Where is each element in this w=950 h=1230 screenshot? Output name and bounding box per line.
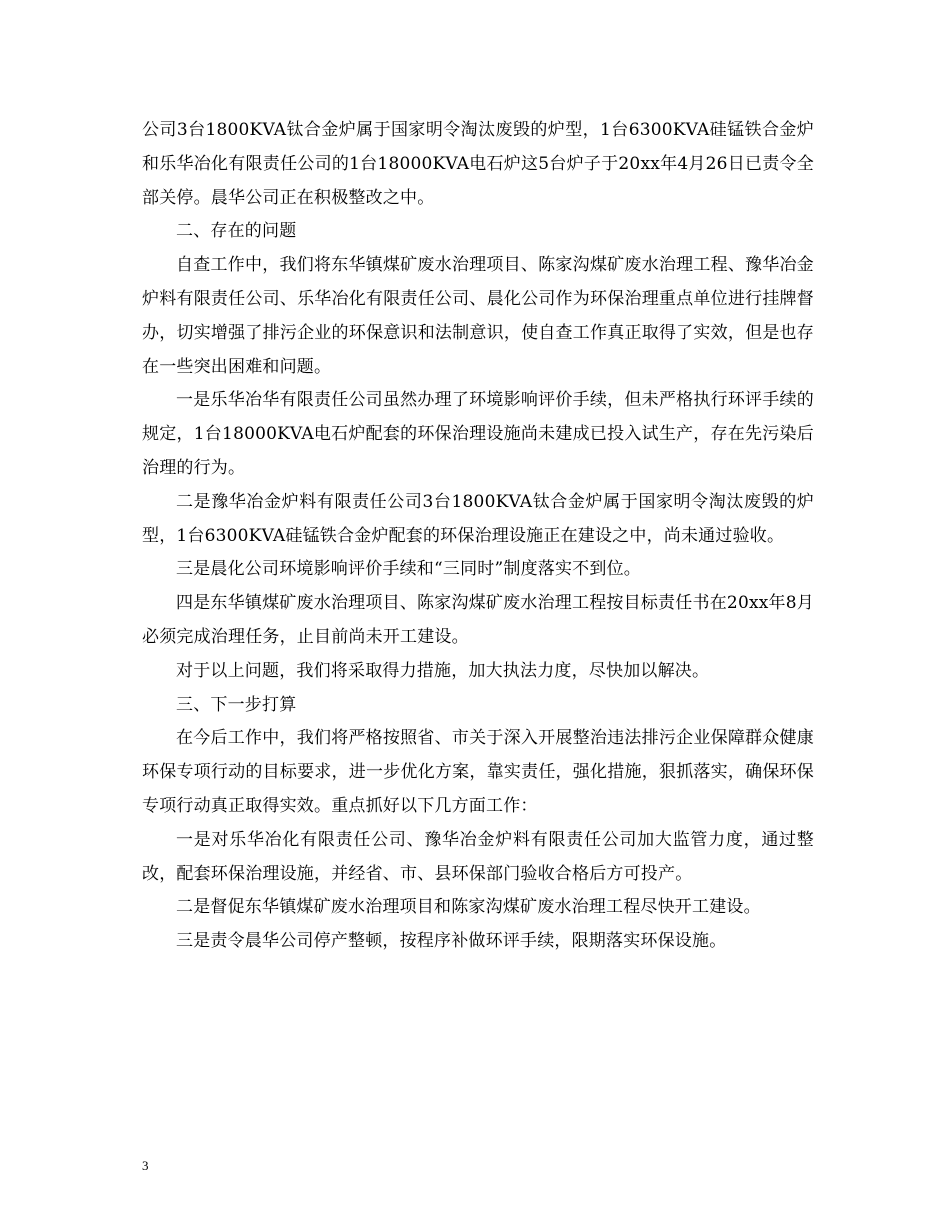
paragraph-problem-one: 一是乐华冶华有限责任公司虽然办理了环境影响评价手续，但未严格执行环评手续的规定，1台18000KVA电石炉配套的环保治理设施尚未建成已投入试生产，存在先污染后治理的行为。 [142, 390, 814, 478]
section-heading-next-steps: 三、下一步打算 [176, 694, 297, 715]
page-number: 3 [142, 1158, 149, 1173]
paragraph-problem-three: 三是晨化公司环境影响评价手续和“三同时”制度落实不到位。 [176, 559, 641, 580]
paragraph-problem-four: 四是东华镇煤矿废水治理项目、陈家沟煤矿废水治理工程按目标责任书在20xx年8月必须完成治理任务，止目前尚未开工建设。 [142, 593, 814, 647]
paragraph-self-inspection: 自查工作中，我们将东华镇煤矿废水治理项目、陈家沟煤矿废水治理工程、豫华冶金炉料有限责任公司、乐华冶化有限责任公司、晨化公司作为环保治理重点单位进行挂牌督办，切实增强了排污企业的环保意识和法制意识，使自查工作真正取得了实效，但是也存在一些突出困难和问题。 [142, 255, 814, 377]
paragraph-measures: 对于以上问题，我们将采取得力措施，加大执法力度，尽快加以解决。 [176, 660, 710, 681]
paragraph-task-one: 一是对乐华冶化有限责任公司、豫华冶金炉料有限责任公司加大监管力度，通过整改，配套环保治理设施，并经省、市、县环保部门验收合格后方可投产。 [142, 829, 814, 884]
paragraph-task-two: 二是督促东华镇煤矿废水治理项目和陈家沟煤矿废水治理工程尽快开工建设。 [176, 897, 761, 918]
paragraph-future-work: 在今后工作中，我们将严格按照省、市关于深入开展整治违法排污企业保障群众健康环保专项行动的目标要求，进一步优化方案，靠实责任，强化措施，狠抓落实，确保环保专项行动真正取得实效。重点抓好以下几方面工作： [142, 728, 814, 816]
section-heading-problems: 二、存在的问题 [176, 221, 297, 242]
paragraph-problem-two: 二是豫华冶金炉料有限责任公司3台1800KVA钛合金炉属于国家明令淘汰废毁的炉型，1台6300KVA硅锰铁合金炉配套的环保治理设施正在建设之中，尚未通过验收。 [142, 491, 814, 546]
document-body [142, 114, 814, 959]
paragraph-continuation: 公司3台1800KVA钛合金炉属于国家明令淘汰废毁的炉型，1台6300KVA硅锰铁合金炉和乐华冶化有限责任公司的1台18000KVA电石炉这5台炉子于20xx年4月26日已责令全部关停。晨华公司正在积极整改之中。 [142, 120, 814, 208]
paragraph-task-three: 三是责令晨华公司停产整顿，按程序补做环评手续，限期落实环保设施。 [176, 931, 727, 952]
